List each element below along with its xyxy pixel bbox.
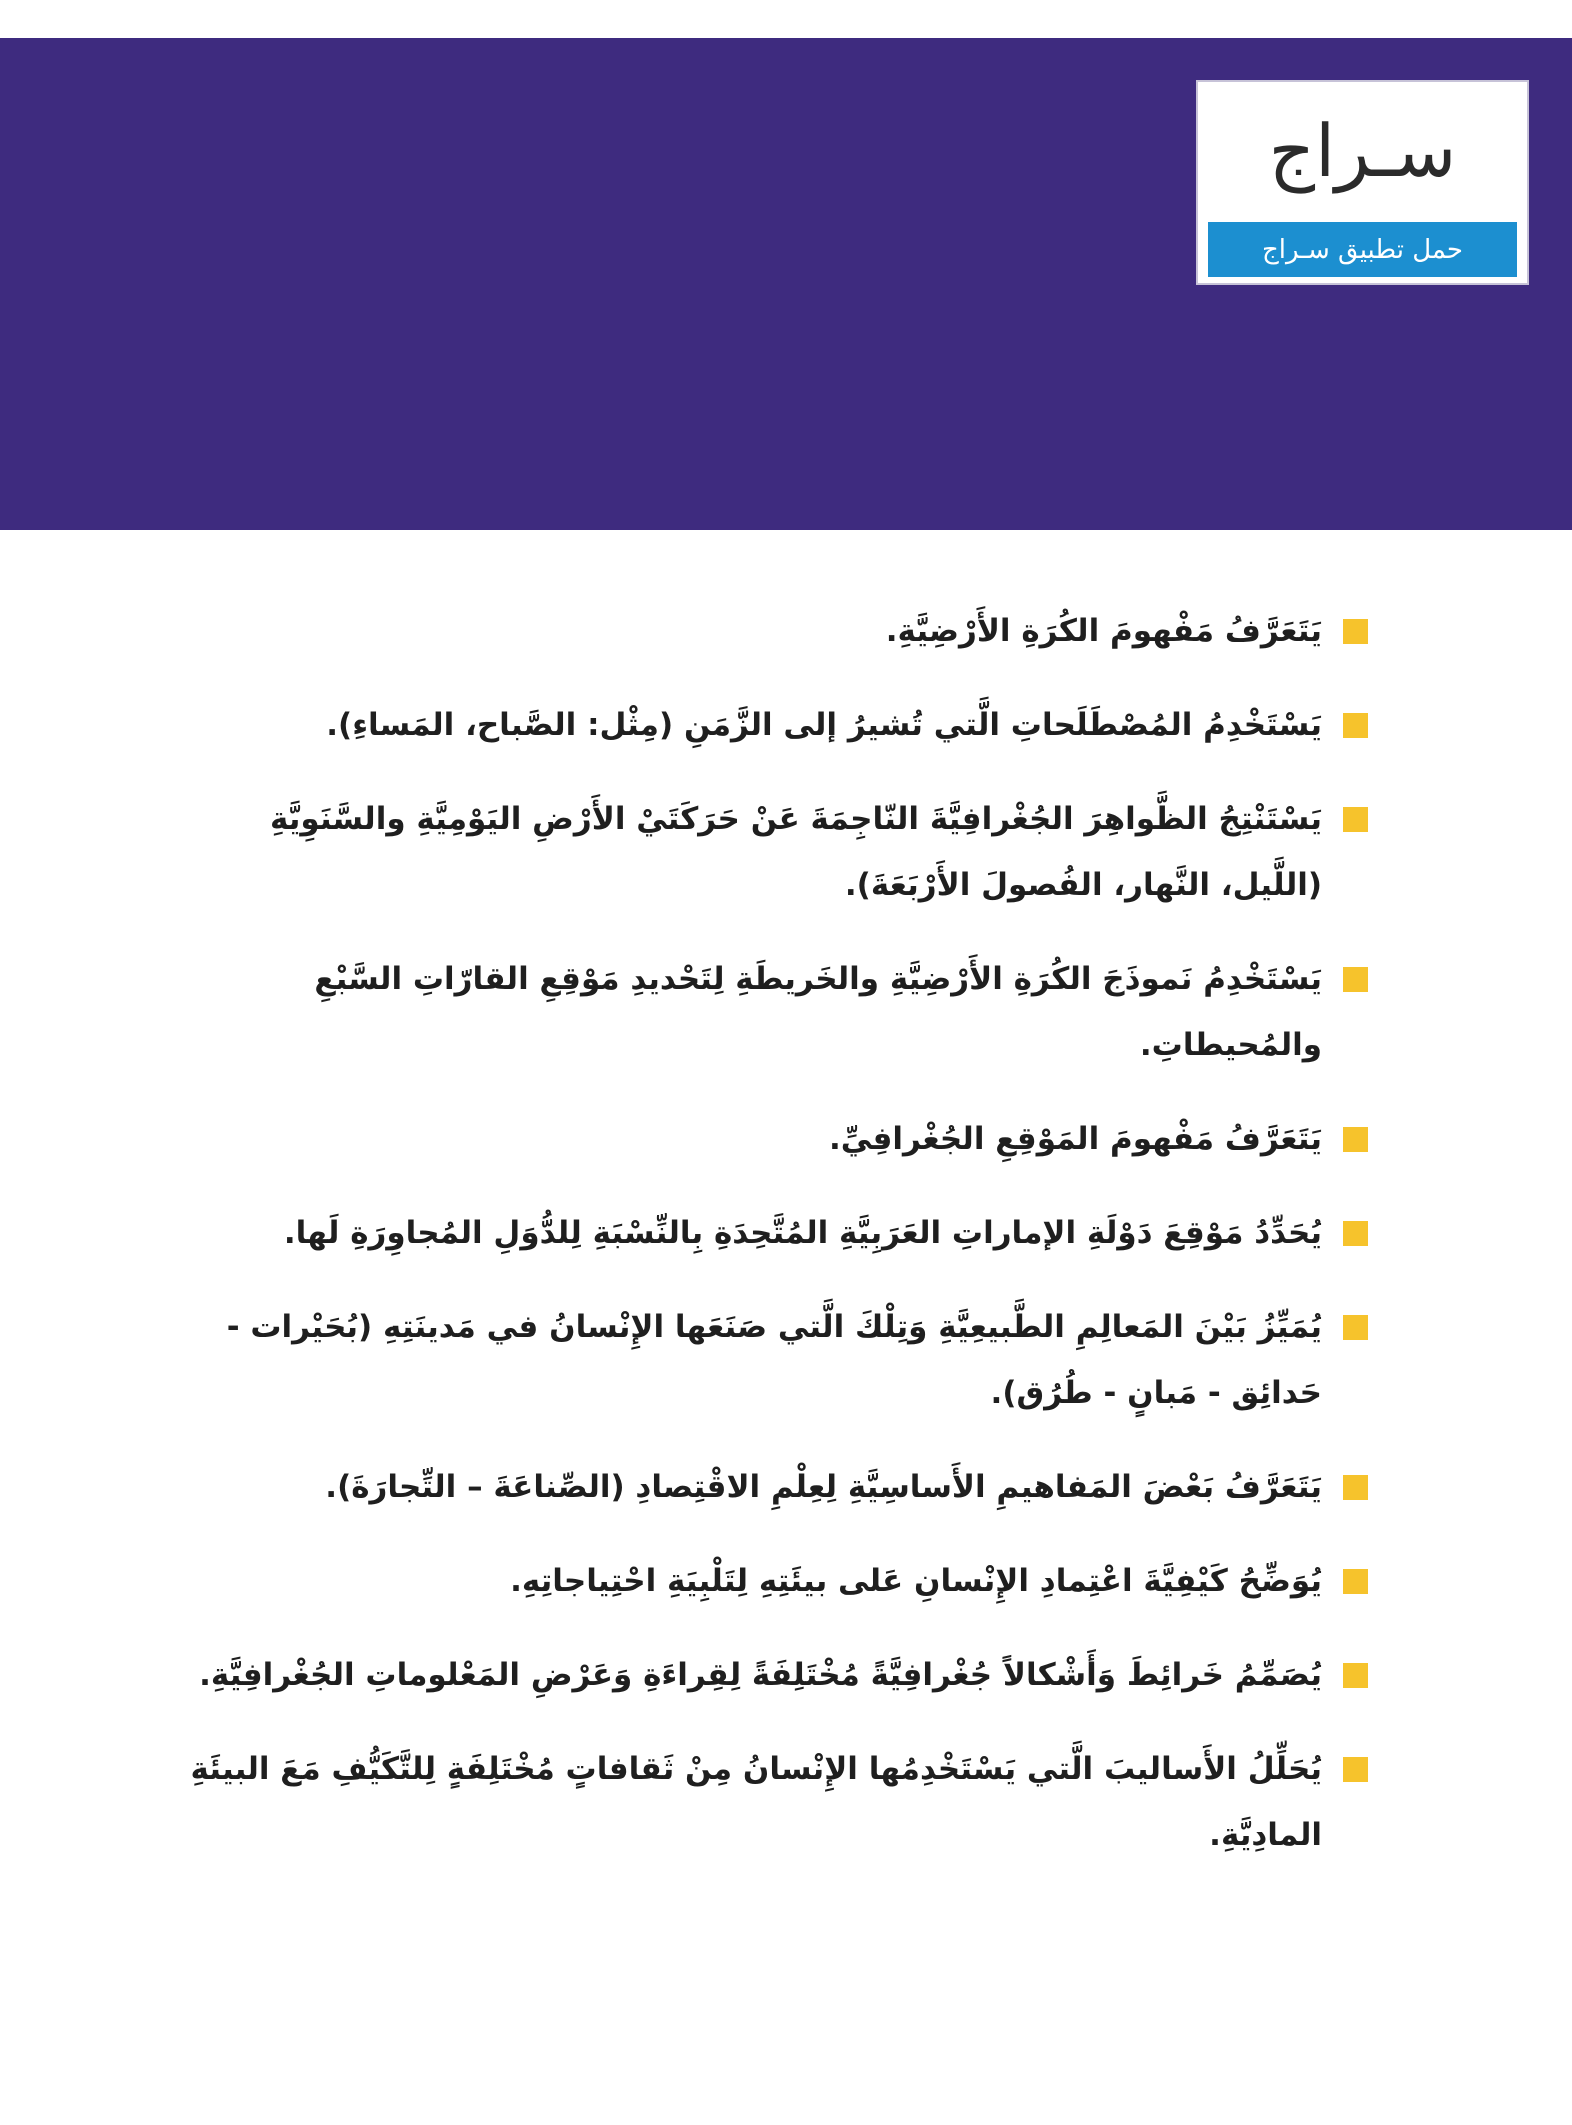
square-bullet-icon [1343,1127,1368,1152]
objective-item [168,1642,1368,1708]
objective-item [168,786,1368,918]
objective-text: يَسْتَخْدِمُ المُصْطَلَحاتِ الَّتي تُشيرُ إلى الزَّمَنِ (مِثْل: الصَّباح، المَساءِ). [326,707,1322,743]
objective-text: يُحَدِّدُ مَوْقِعَ دَوْلَةِ الإماراتِ العَرَبِيَّةِ المُتَّحِدَةِ بِالنِّسْبَةِ لِلدُّوَلِ المُجاوِرَةِ لَها. [283,1215,1322,1251]
objective-text: يَتَعَرَّفُ بَعْضَ المَفاهيمِ الأَساسِيَّةِ لِعِلْمِ الاقْتِصادِ (الصِّناعَةَ – التِّجارَةَ). [325,1469,1322,1505]
objective-text: يَسْتَخْدِمُ نَموذَجَ الكُرَةِ الأَرْضِيَّةِ والخَريطَةِ لِتَحْديدِ مَوْقِعِ القارّاتِ السَّبْعِ والمُحيطاتِ. [314,961,1322,1063]
logo-tagline: حمل تطبيق سـراج [1261,234,1464,265]
objective-text: يُصَمِّمُ خَرائِطَ وَأَشْكالاً جُغْرافِيَّةً مُخْتَلِفَةً لِقِراءَةِ وَعَرْضِ المَعْلوماتِ الجُغْرافِيَّةِ. [199,1657,1322,1693]
objective-text: يَسْتَنْتِجُ الظَّواهِرَ الجُغْرافِيَّةَ النّاجِمَةَ عَنْ حَرَكَتَيْ الأَرْضِ اليَوْمِيَّةِ والسَّنَوِيَّةِ (اللَّيل، النَّهار، الفُصولَ الأَرْبَعَةَ). [269,801,1322,903]
objective-item [168,692,1368,758]
objective-item [168,1294,1368,1426]
square-bullet-icon [1343,807,1368,832]
logo-tagline-bar [1208,222,1517,277]
objective-item [168,946,1368,1078]
objective-text: يُوَضِّحُ كَيْفِيَّةَ اعْتِمادِ الإِنْسانِ عَلى بيئَتِهِ لِتَلْبِيَةِ احْتِياجاتِهِ. [510,1563,1322,1599]
objective-item [168,1548,1368,1614]
square-bullet-icon [1343,713,1368,738]
header-banner [0,38,1572,530]
square-bullet-icon [1343,967,1368,992]
square-bullet-icon [1343,1663,1368,1688]
square-bullet-icon [1343,1475,1368,1500]
objective-item [168,1454,1368,1520]
objective-text: يُحَلِّلُ الأَساليبَ الَّتي يَسْتَخْدِمُها الإِنْسانُ مِنْ ثَقافاتٍ مُخْتَلِفَةٍ لِلتَّكَيُّفِ مَعَ البيئَةِ المادِيَّةِ. [190,1751,1322,1853]
square-bullet-icon [1343,1757,1368,1782]
square-bullet-icon [1343,1569,1368,1594]
objective-item [168,598,1368,664]
learning-objectives-list [168,598,1368,1896]
objective-item [168,1106,1368,1172]
objective-item [168,1200,1368,1266]
objective-text: يَتَعَرَّفُ مَفْهومَ المَوْقِعِ الجُغْرافِيِّ. [828,1121,1322,1157]
objective-text: يُمَيِّزُ بَيْنَ المَعالِمِ الطَّبيعِيَّةِ وَتِلْكَ الَّتي صَنَعَها الإِنْسانُ في مَدينَتِهِ (بُحَيْرات - حَدائِق - مَبانٍ - طُرُق). [226,1309,1322,1411]
logo-wordmark-area [1198,82,1527,220]
siraj-logo[interactable] [1196,80,1529,285]
square-bullet-icon [1343,1221,1368,1246]
square-bullet-icon [1343,619,1368,644]
objective-item [168,1736,1368,1868]
objective-text: يَتَعَرَّفُ مَفْهومَ الكُرَةِ الأَرْضِيَّةِ. [885,613,1322,649]
square-bullet-icon [1343,1315,1368,1340]
logo-wordmark: سـراج [1268,109,1457,193]
